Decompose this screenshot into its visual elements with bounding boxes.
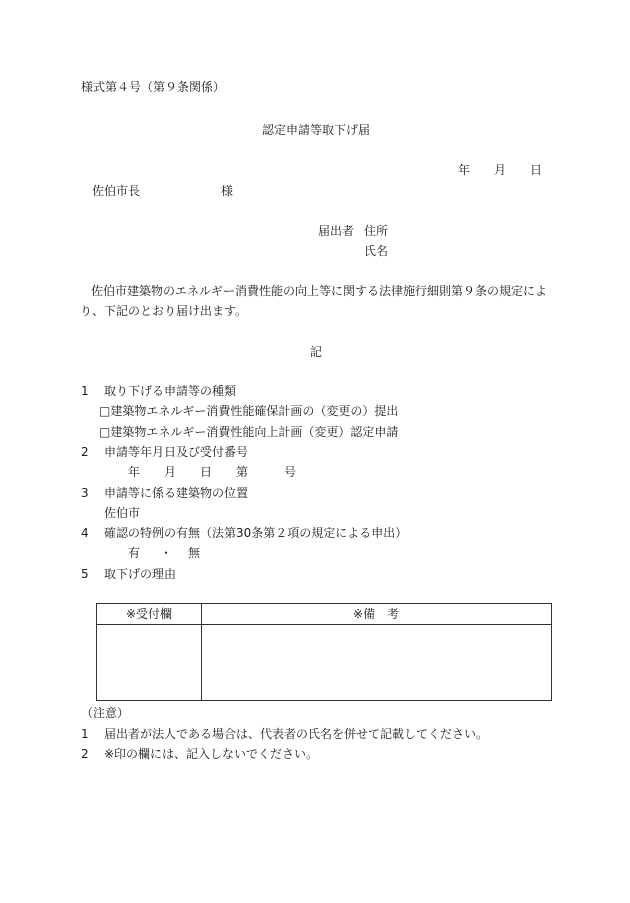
item-3-number: 3: [81, 486, 89, 500]
notes-title: （注意）: [81, 706, 130, 720]
recipient-name: 佐伯市長: [92, 184, 141, 198]
date-year-label: 年: [458, 163, 471, 177]
item-5-label: 取下げの理由: [104, 567, 177, 581]
item-1-number: 1: [81, 384, 89, 398]
item-4-number: 4: [81, 526, 89, 540]
address-label: 住所: [364, 224, 389, 238]
item-3-label: 申請等に係る建築物の位置: [104, 486, 249, 500]
remarks-cell[interactable]: [202, 625, 551, 700]
item-1-option-1: □建築物エネルギー消費性能確保計画の（変更の）提出: [99, 404, 399, 418]
form-number: 様式第４号（第９条関係）: [81, 80, 226, 94]
form-title: 認定申請等取下げ届: [262, 123, 371, 137]
item-5-number: 5: [81, 567, 89, 581]
item-2-day-label: 日: [200, 465, 213, 479]
item-4-choice-no: 無: [188, 546, 201, 560]
reception-cell[interactable]: [97, 625, 201, 700]
item-2-go-label: 号: [284, 465, 297, 479]
body-text-line2: り、下記のとおり届け出ます。: [80, 304, 248, 318]
ki-heading: 記: [310, 345, 323, 359]
item-1-label: 取り下げる申請等の種類: [104, 384, 237, 398]
item-1-option-2: □建築物エネルギー消費性能向上計画（変更）認定申請: [99, 425, 399, 439]
item-4-choice-yes: 有: [128, 546, 141, 560]
item-4-label: 確認の特例の有無（法第30条第２項の規定による申出）: [104, 526, 408, 540]
item-2-year-label: 年: [128, 465, 141, 479]
applicant-label: 届出者: [318, 224, 355, 238]
note-2-number: 2: [81, 747, 89, 761]
remarks-column-header: ※備 考: [352, 607, 400, 621]
body-text-line1: 佐伯市建築物のエネルギー消費性能の向上等に関する法律施行細則第９条の規定によ: [91, 284, 548, 298]
recipient-honorific: 様: [221, 184, 234, 198]
reception-remarks-table: [96, 603, 552, 701]
item-2-dai-label: 第: [236, 465, 249, 479]
item-3-value: 佐伯市: [104, 506, 141, 520]
note-1-number: 1: [81, 727, 89, 741]
reception-column-header: ※受付欄: [125, 607, 173, 621]
item-2-month-label: 月: [164, 465, 177, 479]
name-label: 氏名: [364, 244, 389, 258]
note-1-text: 届出者が法人である場合は、代表者の氏名を併せて記載してください。: [104, 727, 489, 741]
date-day-label: 日: [530, 163, 543, 177]
note-2-text: ※印の欄には、記入しないでください。: [104, 747, 319, 761]
item-2-label: 申請等年月日及び受付番号: [104, 445, 249, 459]
item-4-choice-separator: ・: [160, 546, 173, 560]
item-2-number: 2: [81, 445, 89, 459]
date-month-label: 月: [494, 163, 507, 177]
